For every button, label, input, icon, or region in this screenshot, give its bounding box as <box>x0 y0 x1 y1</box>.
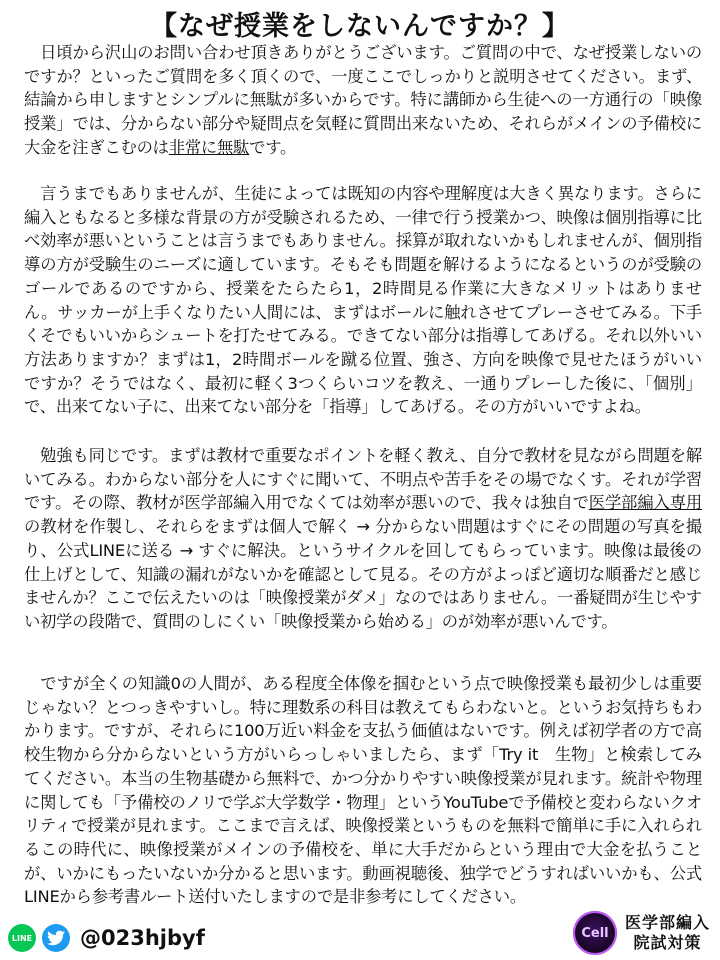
paragraph-3-text: 勉強も同じです。まずは教材で重要なポイントを軽く教え、自分で教材を見ながら問題を解いてみる。わからない部分を人にすぐに聞いて、不明点や苦手をその場でなくす。それが学習です。その際、教材が医学部編入用でなくては効率が悪いので、我々は独自で <box>24 446 702 513</box>
paragraph-3-text-end: の教材を作製し、それらをまずは個人で解く → 分からない問題はすぐにその問題の写真を撮り、公式LINEに送る → すぐに解決。というサイクルを回してもらっています。映像は最後の仕上げとして、知識の漏れがないかを確認として見る。その方がよっぽど適切な順番だと感じませんか？ここで伝えたいのは「映像授業がダメ」なのではありません。一番疑問が生じやすい初学の段階で、質問のしにくい「映像授業から始める」のが効率が悪いんです。 <box>24 517 702 631</box>
social-handle[interactable]: @023hjbyf <box>80 926 205 950</box>
course-line-2: 院試対策 <box>633 933 702 952</box>
course-line-1: 医学部編入 <box>624 913 710 932</box>
paragraph-1-text: 日頃から沢山のお問い合わせ頂きありがとうございます。ご質問の中で、なぜ授業しないのですか？といったご質問を多く頂くので、一度ここでしっかりと説明させてください。まず、結論から申しますとシンプルに無駄が多いからです。特に講師から生徒への一方通行の「映像授業」では、分からない部分や疑問点を気軽に質問出来ないため、それらがメインの予備校に大金を注ぎこむのは <box>24 43 702 157</box>
brand-footer <box>573 910 710 956</box>
paragraph-4: ですが全くの知識0の人間が、ある程度全体像を掴むという点で映像授業も最初少しは重要じゃない？とつっきやすいし。特に理数系の科目は教えてもらわないと。というお気持ちもわかります。ですが、それらに100万近い料金を支払う価値はないです。例えば初学者の方で高校生物から分からないという方がいらっしゃいましたら、まず「Try it 生物」と検索してみてください。本当の生物基礎から無料で、かつ分かりやすい映像授業が見れます。統計や物理に関しても「予備校のノリで学ぶ大学数学・物理」というYouTubeで予備校と変わらないクオリティで授業が見れます。ここまで言えば、映像授業というものを無料で簡単に手に入れられるこの時代に、映像授業がメインの予備校を、単に大手だからという理由で大金を払うことが、いかにもったいないか分かると思います。動画視聴後、独学でどうすればいいかも、公式LINEから参考書ルート送付いたしますので是非参考にしてください。 <box>24 674 702 907</box>
paragraph-3 <box>24 444 702 634</box>
paragraph-1 <box>24 41 702 160</box>
paragraph-1-text-end: です。 <box>249 137 297 157</box>
twitter-bird-icon <box>47 930 65 946</box>
page-title: 【なぜ授業をしないんですか？】 <box>150 11 570 42</box>
paragraph-2: 言うまでもありませんが、生徒によっては既知の内容や理解度は大きく異なります。さらに編入ともなると多様な背景の方が受験されるため、一律で行う授業かつ、映像は個別指導に比べ効率が悪いということは言うまでもありません。採算が取れないかもしれませんが、個別指導の方が受験生のニーズに適しています。そもそも問題を解けるようになるというのが受験のゴールであるのですから、授業をたらたら1，2時間見る作業に大きなメリットはありません。サッカーが上手くなりたい人間には、まずはボールに触れさせてプレーさせてみる。下手くそでもいいからシュートを打たせてみる。できてない部分は指導してあげる。それ以外いい方法ありますか？まずは1，2時間ボールを蹴る位置、強さ、方向を映像で見せたほうがいいですか？そうではなく、最初に軽く3つくらいコツを教え、一通りプレーした後に、「個別」で、出来てない子に、出来てない部分を「指導」してあげる。その方がいいですよね。 <box>24 184 702 417</box>
line-icon[interactable]: LINE <box>8 924 36 952</box>
twitter-icon[interactable] <box>42 924 70 952</box>
social-footer <box>8 922 205 954</box>
course-label <box>625 913 710 953</box>
paragraph-3-underline: 医学部編入専用 <box>588 493 702 513</box>
paragraph-1-underline: 非常に無駄 <box>168 137 250 157</box>
cell-logo: Cell <box>573 911 617 955</box>
